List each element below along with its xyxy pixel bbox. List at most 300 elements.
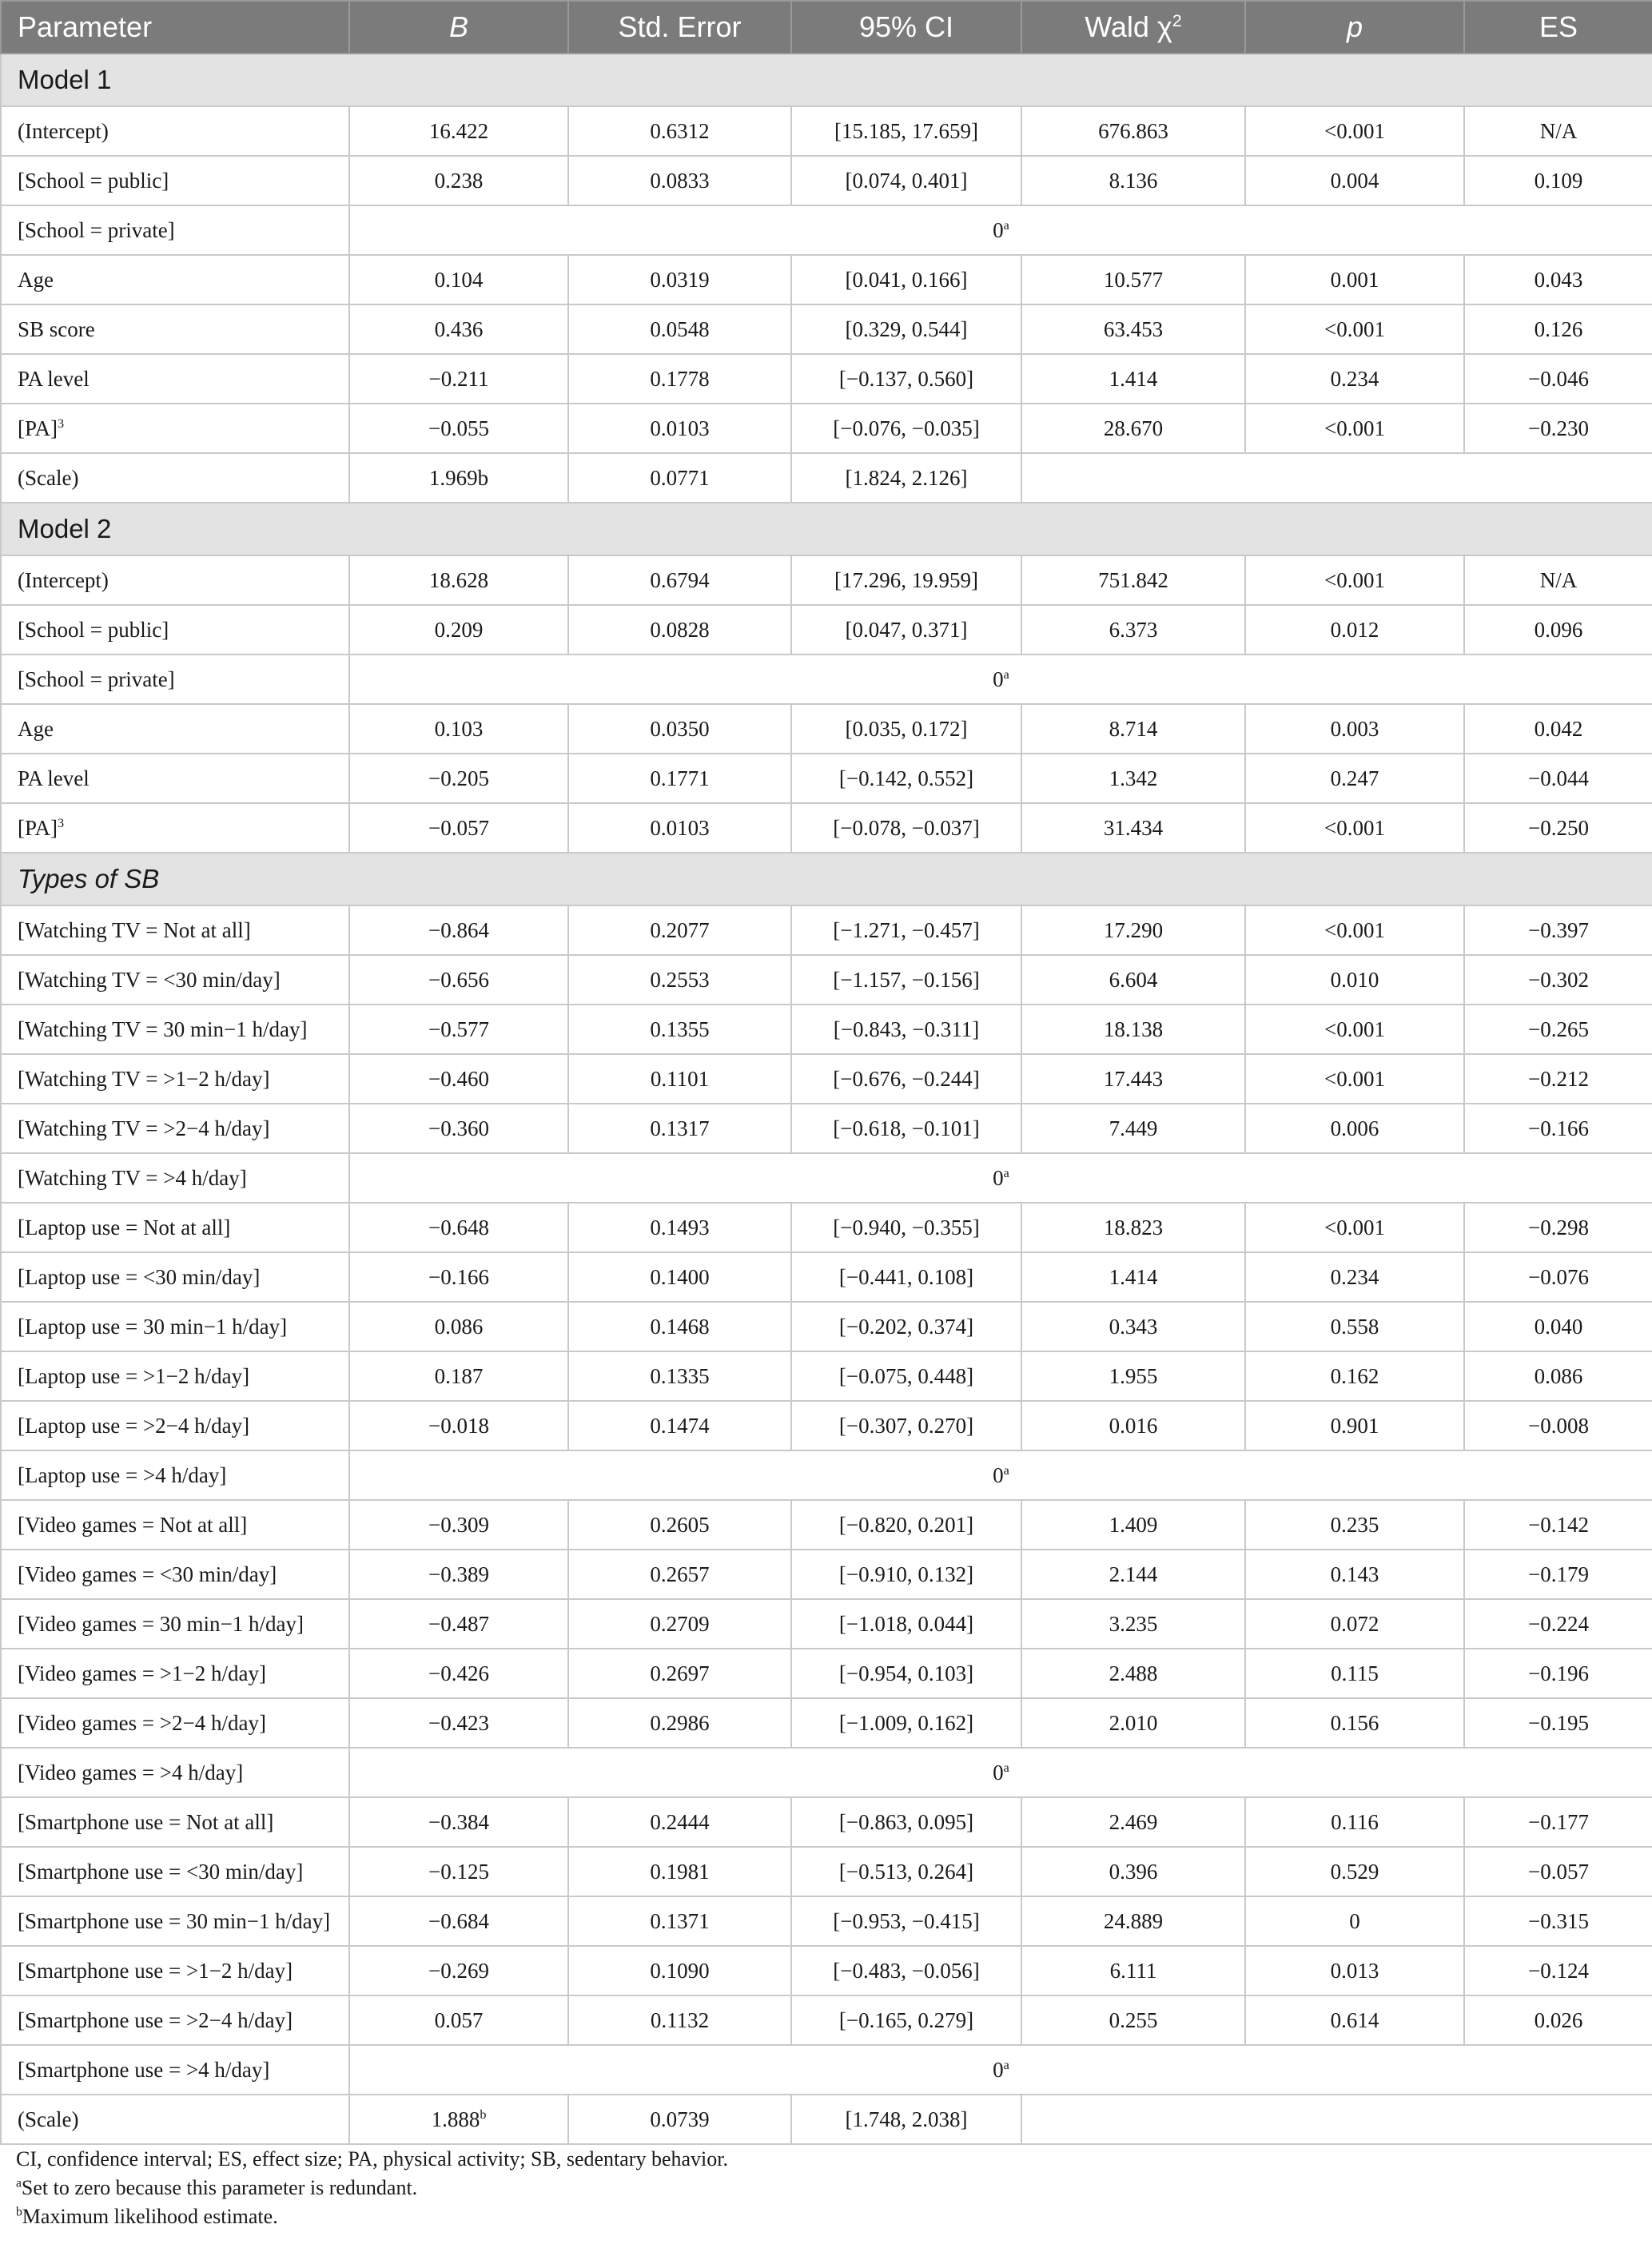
b-cell (349, 1995, 568, 2045)
footnote (16, 2174, 1636, 2202)
p-value-cell: <0.001 (1245, 1054, 1464, 1104)
table-row (1, 354, 1652, 404)
parameter-label: PA level (18, 766, 90, 790)
table-row (1, 704, 1652, 754)
b-cell (349, 156, 568, 205)
empty-cell (1021, 2095, 1652, 2144)
parameter-cell (1, 156, 349, 205)
b-value: 18.628 (428, 567, 489, 592)
es-cell: −0.124 (1464, 1946, 1652, 1995)
std-error-cell: 0.0833 (568, 156, 791, 205)
b-cell (349, 1896, 568, 1946)
table-row (1, 1203, 1652, 1252)
b-value: −0.389 (428, 1562, 489, 1586)
parameter-label: [Video games = Not at all] (18, 1512, 248, 1537)
parameter-cell (1, 803, 349, 853)
p-value-cell: 0.247 (1245, 754, 1464, 803)
ci-cell: [−0.075, 0.448] (791, 1351, 1021, 1401)
table-row (1, 1649, 1652, 1698)
reference-value: 0 (993, 217, 1004, 242)
b-value: −0.166 (428, 1264, 489, 1289)
std-error-cell: 0.1335 (568, 1351, 791, 1401)
b-value: 0.187 (434, 1363, 484, 1388)
wald-cell: 1.342 (1021, 754, 1245, 803)
table-row (1, 1896, 1652, 1946)
parameter-cell (1, 1054, 349, 1104)
p-value-cell: 0.003 (1245, 704, 1464, 754)
section-row (1, 503, 1652, 555)
header-p: p (1245, 1, 1464, 54)
empty-cell (1021, 453, 1652, 503)
b-value: −0.360 (428, 1116, 489, 1140)
reference-value-cell (349, 1450, 1652, 1500)
p-value-cell: 0.156 (1245, 1698, 1464, 1748)
std-error-cell: 0.1317 (568, 1104, 791, 1153)
parameter-cell (1, 1599, 349, 1649)
wald-cell: 6.373 (1021, 605, 1245, 655)
ci-cell: [−0.953, −0.415] (791, 1896, 1021, 1946)
es-cell: 0.026 (1464, 1995, 1652, 2045)
wald-cell: 1.414 (1021, 354, 1245, 404)
reference-value-cell (349, 1153, 1652, 1203)
p-value-cell: 0.001 (1245, 255, 1464, 304)
table-header-row (1, 1, 1652, 54)
b-cell (349, 255, 568, 304)
std-error-cell: 0.2553 (568, 955, 791, 1005)
es-cell: −0.179 (1464, 1550, 1652, 1599)
parameter-cell (1, 655, 349, 704)
b-value: 0.086 (434, 1314, 484, 1339)
es-cell: −0.177 (1464, 1797, 1652, 1847)
table-row (1, 1153, 1652, 1203)
p-value-cell: <0.001 (1245, 304, 1464, 354)
b-value: −0.648 (428, 1215, 489, 1239)
wald-cell: 2.010 (1021, 1698, 1245, 1748)
p-value-cell: 0.004 (1245, 156, 1464, 205)
es-cell: 0.126 (1464, 304, 1652, 354)
parameter-label: [Laptop use = Not at all] (18, 1215, 231, 1239)
table-row (1, 1550, 1652, 1599)
header-wald-sup: 2 (1172, 10, 1182, 30)
table-row (1, 1054, 1652, 1104)
parameter-cell (1, 404, 349, 453)
std-error-cell: 0.1474 (568, 1401, 791, 1450)
p-value-cell: 0.010 (1245, 955, 1464, 1005)
b-value: 0.209 (434, 617, 484, 642)
parameter-label: [Laptop use = >1−2 h/day] (18, 1363, 250, 1388)
wald-cell: 8.136 (1021, 156, 1245, 205)
parameter-superscript: 3 (58, 815, 65, 830)
parameter-cell (1, 1351, 349, 1401)
ci-cell: [−0.078, −0.037] (791, 803, 1021, 853)
parameter-cell (1, 1104, 349, 1153)
es-cell: −0.230 (1464, 404, 1652, 453)
parameter-label: [Laptop use = <30 min/day] (18, 1264, 261, 1289)
footnote (16, 2145, 1636, 2174)
b-value: 1.969b (428, 465, 489, 490)
parameter-label: (Scale) (18, 465, 79, 490)
parameter-label: [Watching TV = <30 min/day] (18, 967, 281, 992)
es-cell: −0.315 (1464, 1896, 1652, 1946)
parameter-cell (1, 1550, 349, 1599)
std-error-cell: 0.1355 (568, 1005, 791, 1054)
es-cell: −0.250 (1464, 803, 1652, 853)
parameter-cell (1, 1649, 349, 1698)
wald-cell: 1.955 (1021, 1351, 1245, 1401)
header-parameter: Parameter (1, 1, 349, 54)
wald-cell: 1.409 (1021, 1500, 1245, 1550)
parameter-label: [School = public] (18, 617, 169, 642)
ci-cell: [−0.940, −0.355] (791, 1203, 1021, 1252)
b-value: −0.577 (428, 1017, 489, 1041)
parameter-label: Age (18, 267, 54, 292)
b-cell (349, 1401, 568, 1450)
reference-value-cell (349, 1748, 1652, 1797)
b-value: −0.057 (428, 815, 489, 840)
std-error-cell: 0.1090 (568, 1946, 791, 1995)
es-cell: −0.166 (1464, 1104, 1652, 1153)
b-cell (349, 1946, 568, 1995)
b-value: −0.125 (428, 1859, 489, 1884)
std-error-cell: 0.2697 (568, 1649, 791, 1698)
std-error-cell: 0.0319 (568, 255, 791, 304)
reference-footnote-mark: a (1003, 1760, 1009, 1775)
wald-cell: 17.443 (1021, 1054, 1245, 1104)
b-value: 0.057 (434, 2007, 484, 2032)
wald-cell: 28.670 (1021, 404, 1245, 453)
std-error-cell: 0.1132 (568, 1995, 791, 2045)
table-row (1, 1302, 1652, 1351)
parameter-cell (1, 255, 349, 304)
parameter-label: [Watching TV = Not at all] (18, 917, 251, 942)
b-cell (349, 304, 568, 354)
b-cell (349, 803, 568, 853)
parameter-cell (1, 1203, 349, 1252)
std-error-cell: 0.1400 (568, 1252, 791, 1302)
es-cell: −0.397 (1464, 905, 1652, 955)
parameter-cell (1, 1797, 349, 1847)
parameter-cell (1, 955, 349, 1005)
footnote (16, 2202, 1636, 2231)
table-row (1, 1500, 1652, 1550)
b-cell (349, 1252, 568, 1302)
b-cell (349, 1847, 568, 1896)
std-error-cell: 0.2657 (568, 1550, 791, 1599)
wald-cell: 10.577 (1021, 255, 1245, 304)
footnote-text: Set to zero because this parameter is redundant. (21, 2176, 418, 2199)
std-error-cell: 0.0350 (568, 704, 791, 754)
ci-cell: [−0.076, −0.035] (791, 404, 1021, 453)
parameter-cell (1, 1153, 349, 1203)
std-error-cell: 0.0548 (568, 304, 791, 354)
std-error-cell: 0.1468 (568, 1302, 791, 1351)
es-cell: N/A (1464, 555, 1652, 605)
parameter-cell (1, 1450, 349, 1500)
parameter-cell (1, 205, 349, 255)
wald-cell: 2.469 (1021, 1797, 1245, 1847)
p-value-cell: 0.162 (1245, 1351, 1464, 1401)
wald-cell: 6.604 (1021, 955, 1245, 1005)
reference-value: 0 (993, 1760, 1004, 1784)
p-value-cell: <0.001 (1245, 106, 1464, 156)
parameter-cell (1, 2095, 349, 2144)
ci-cell: [−1.009, 0.162] (791, 1698, 1021, 1748)
b-value: 1.888 (431, 2107, 480, 2131)
b-cell (349, 1500, 568, 1550)
ci-cell: [−0.513, 0.264] (791, 1847, 1021, 1896)
b-value: −0.684 (428, 1908, 489, 1933)
ci-cell: [1.748, 2.038] (791, 2095, 1021, 2144)
header-std-error: Std. Error (568, 1, 791, 54)
b-cell (349, 404, 568, 453)
parameter-cell (1, 1302, 349, 1351)
b-cell (349, 1203, 568, 1252)
parameter-cell (1, 1005, 349, 1054)
parameter-label: [Smartphone use = >2−4 h/day] (18, 2007, 293, 2032)
table-row (1, 1847, 1652, 1896)
b-cell (349, 955, 568, 1005)
table-row (1, 205, 1652, 255)
reference-value: 0 (993, 666, 1004, 691)
parameter-cell (1, 905, 349, 955)
wald-cell: 6.111 (1021, 1946, 1245, 1995)
wald-cell: 2.488 (1021, 1649, 1245, 1698)
b-cell (349, 2095, 568, 2144)
parameter-cell (1, 106, 349, 156)
b-cell (349, 1302, 568, 1351)
std-error-cell: 0.6794 (568, 555, 791, 605)
b-cell (349, 1005, 568, 1054)
es-cell: −0.212 (1464, 1054, 1652, 1104)
b-cell (349, 754, 568, 803)
b-cell (349, 1599, 568, 1649)
std-error-cell: 0.1771 (568, 754, 791, 803)
table-row (1, 1698, 1652, 1748)
table-row (1, 1748, 1652, 1797)
ci-cell: [0.047, 0.371] (791, 605, 1021, 655)
parameter-cell (1, 1946, 349, 1995)
ci-cell: [−0.165, 0.279] (791, 1995, 1021, 2045)
std-error-cell: 0.1371 (568, 1896, 791, 1946)
parameter-cell (1, 2045, 349, 2095)
section-title: Types of SB (1, 853, 1652, 905)
ci-cell: [0.074, 0.401] (791, 156, 1021, 205)
es-cell: −0.044 (1464, 754, 1652, 803)
wald-cell: 0.016 (1021, 1401, 1245, 1450)
reference-footnote-mark: a (1003, 1165, 1009, 1180)
es-cell: 0.096 (1464, 605, 1652, 655)
b-value: −0.018 (428, 1413, 489, 1438)
table-row (1, 955, 1652, 1005)
parameter-label: [Smartphone use = >4 h/day] (18, 2057, 270, 2082)
ci-cell: [−0.954, 0.103] (791, 1649, 1021, 1698)
parameter-label: (Scale) (18, 2107, 79, 2131)
parameter-label: [Laptop use = 30 min−1 h/day] (18, 1314, 288, 1339)
wald-cell: 8.714 (1021, 704, 1245, 754)
parameter-label: [School = private] (18, 217, 175, 242)
reference-value-cell (349, 205, 1652, 255)
table-row (1, 1401, 1652, 1450)
table-row (1, 655, 1652, 704)
table-row (1, 156, 1652, 205)
es-cell: −0.265 (1464, 1005, 1652, 1054)
wald-cell: 0.396 (1021, 1847, 1245, 1896)
section-title: Model 2 (1, 503, 1652, 555)
table-row (1, 1005, 1652, 1054)
wald-cell: 18.138 (1021, 1005, 1245, 1054)
b-value: −0.269 (428, 1958, 489, 1983)
footnote-mark: b (16, 2205, 22, 2219)
parameter-cell (1, 605, 349, 655)
p-value-cell: 0 (1245, 1896, 1464, 1946)
parameter-label: [Video games = >4 h/day] (18, 1760, 244, 1784)
parameter-label: [Watching TV = 30 min−1 h/day] (18, 1017, 308, 1041)
std-error-cell: 0.2444 (568, 1797, 791, 1847)
es-cell: 0.043 (1464, 255, 1652, 304)
ci-cell: [−0.202, 0.374] (791, 1302, 1021, 1351)
reference-footnote-mark: a (1003, 1462, 1009, 1478)
footnote-text: Maximum likelihood estimate. (22, 2205, 278, 2228)
footnote-mark: a (16, 2176, 22, 2190)
table-row (1, 404, 1652, 453)
table-row (1, 1450, 1652, 1500)
es-cell: −0.076 (1464, 1252, 1652, 1302)
b-value: −0.055 (428, 416, 489, 440)
section-row (1, 54, 1652, 106)
parameter-label: SB score (18, 316, 95, 341)
ci-cell: [−0.676, −0.244] (791, 1054, 1021, 1104)
es-cell: −0.298 (1464, 1203, 1652, 1252)
parameter-cell (1, 1500, 349, 1550)
wald-cell: 751.842 (1021, 555, 1245, 605)
b-cell (349, 555, 568, 605)
table-row (1, 106, 1652, 156)
footnote-text: CI, confidence interval; ES, effect size; PA, physical activity; SB, sedentary behavior. (16, 2147, 728, 2170)
table-row (1, 304, 1652, 354)
parameter-label: [Smartphone use = <30 min/day] (18, 1859, 304, 1884)
ci-cell: [−1.157, −0.156] (791, 955, 1021, 1005)
std-error-cell: 0.2605 (568, 1500, 791, 1550)
table-row (1, 453, 1652, 503)
section-row (1, 853, 1652, 905)
b-value: −0.309 (428, 1512, 489, 1537)
b-value: 0.238 (434, 168, 484, 193)
reference-footnote-mark: a (1003, 666, 1009, 682)
table-row (1, 1946, 1652, 1995)
reference-value: 0 (993, 1165, 1004, 1190)
es-cell: −0.224 (1464, 1599, 1652, 1649)
std-error-cell: 0.1981 (568, 1847, 791, 1896)
parameter-label: [Watching TV = >2−4 h/day] (18, 1116, 270, 1140)
parameter-label: [Smartphone use = >1−2 h/day] (18, 1958, 293, 1983)
p-value-cell: 0.558 (1245, 1302, 1464, 1351)
b-value: 0.436 (434, 316, 484, 341)
ci-cell: [−0.483, −0.056] (791, 1946, 1021, 1995)
es-cell: 0.109 (1464, 156, 1652, 205)
reference-value: 0 (993, 1462, 1004, 1487)
reference-value: 0 (993, 2057, 1004, 2082)
ci-cell: [−0.441, 0.108] (791, 1252, 1021, 1302)
parameter-label: [Video games = 30 min−1 h/day] (18, 1611, 305, 1636)
p-value-cell: <0.001 (1245, 905, 1464, 955)
es-cell: −0.057 (1464, 1847, 1652, 1896)
b-value: −0.211 (428, 366, 489, 391)
table-row (1, 1104, 1652, 1153)
b-cell (349, 905, 568, 955)
b-value: −0.384 (428, 1809, 489, 1834)
std-error-cell: 0.1493 (568, 1203, 791, 1252)
wald-cell: 63.453 (1021, 304, 1245, 354)
ci-cell: [−0.843, −0.311] (791, 1005, 1021, 1054)
std-error-cell: 0.2709 (568, 1599, 791, 1649)
b-cell (349, 1550, 568, 1599)
std-error-cell: 0.1778 (568, 354, 791, 404)
es-cell: N/A (1464, 106, 1652, 156)
ci-cell: [17.296, 19.959] (791, 555, 1021, 605)
parameter-label: [PA] (18, 815, 58, 840)
p-value-cell: 0.006 (1245, 1104, 1464, 1153)
header-b: B (349, 1, 568, 54)
table-footnotes (16, 2145, 1636, 2231)
std-error-cell: 0.0103 (568, 404, 791, 453)
std-error-cell: 0.0771 (568, 453, 791, 503)
b-cell (349, 453, 568, 503)
b-cell (349, 1698, 568, 1748)
std-error-cell: 0.0739 (568, 2095, 791, 2144)
ci-cell: [−1.018, 0.044] (791, 1599, 1021, 1649)
header-95-ci: 95% CI (791, 1, 1021, 54)
table-row (1, 1252, 1652, 1302)
wald-cell: 7.449 (1021, 1104, 1245, 1153)
b-cell (349, 1649, 568, 1698)
table-row (1, 2045, 1652, 2095)
reference-value-cell (349, 2045, 1652, 2095)
wald-cell: 0.343 (1021, 1302, 1245, 1351)
parameter-cell (1, 1401, 349, 1450)
es-cell: 0.086 (1464, 1351, 1652, 1401)
b-value: −0.426 (428, 1661, 489, 1685)
parameter-label: Age (18, 716, 54, 741)
ci-cell: [−0.910, 0.132] (791, 1550, 1021, 1599)
parameter-cell (1, 754, 349, 803)
wald-cell: 1.414 (1021, 1252, 1245, 1302)
table-row (1, 555, 1652, 605)
parameter-cell (1, 354, 349, 404)
table-row (1, 1351, 1652, 1401)
parameter-cell (1, 1896, 349, 1946)
ci-cell: [−1.271, −0.457] (791, 905, 1021, 955)
std-error-cell: 0.0103 (568, 803, 791, 853)
parameter-cell (1, 1748, 349, 1797)
b-cell (349, 354, 568, 404)
es-cell: −0.142 (1464, 1500, 1652, 1550)
parameter-cell (1, 704, 349, 754)
ci-cell: [−0.863, 0.095] (791, 1797, 1021, 1847)
std-error-cell: 0.2077 (568, 905, 791, 955)
wald-cell: 18.823 (1021, 1203, 1245, 1252)
header-wald-label: Wald χ (1085, 10, 1172, 43)
b-value: 0.104 (434, 267, 484, 292)
p-value-cell: 0.012 (1245, 605, 1464, 655)
ci-cell: [−0.307, 0.270] (791, 1401, 1021, 1450)
p-value-cell: 0.115 (1245, 1649, 1464, 1698)
wald-cell: 676.863 (1021, 106, 1245, 156)
table-row (1, 1995, 1652, 2045)
ci-cell: [0.035, 0.172] (791, 704, 1021, 754)
table-row (1, 2095, 1652, 2144)
table-body (1, 54, 1652, 2144)
p-value-cell: 0.234 (1245, 354, 1464, 404)
